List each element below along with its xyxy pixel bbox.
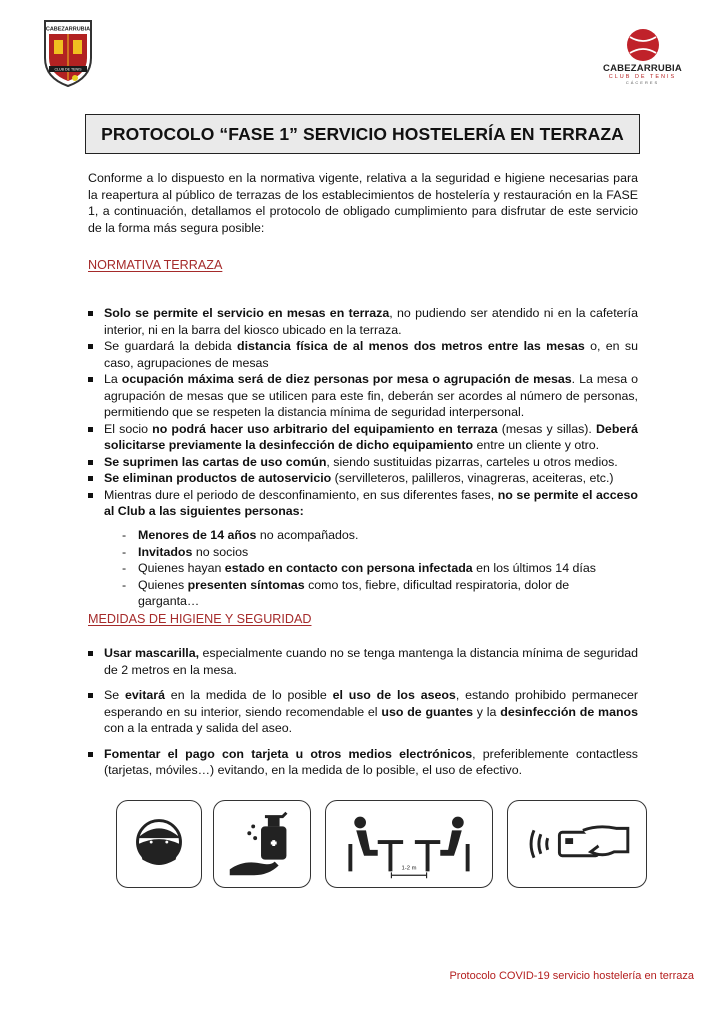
contactless-payment-icon: [507, 800, 647, 888]
list-item: Se evitará en la medida de lo posible el uso de los aseos, estando prohibido permanecer esperando en su interior, siendo recomendable el uso de guantes y la desinfección de manos con a la entrada y salida del aseo.: [88, 687, 638, 737]
club-crest-logo: [42, 18, 94, 88]
brand-name: CABEZARRUBIA: [603, 63, 682, 74]
crest-subtext: CLUB DE TENIS: [54, 67, 82, 72]
list-item: El socio no podrá hacer uso arbitrario del equipamiento en terraza (mesas y sillas). Deberá solicitarse previamente la desinfección de dicho equipamiento entre un cliente y otro.: [88, 421, 638, 454]
list-item: - Invitados no socios: [122, 544, 249, 559]
intro-paragraph: Conforme a lo dispuesto en la normativa vigente, relativa a la seguridad e higiene necesarias para la reapertura al público de terrazas de los establecimientos de hostelería y restauración en la FASE 1, a continuación, detallamos el protocolo de obligado cumplimiento para disfrutar de este servicio de la forma más segura posible:: [88, 171, 638, 235]
hand-sanitizer-icon: [213, 800, 311, 888]
list-item: - Menores de 14 años no acompañados.: [122, 528, 359, 542]
brand-logo: [595, 28, 690, 88]
section-heading-normativa: NORMATIVA TERRAZA: [88, 258, 223, 272]
list-item: - Quienes hayan estado en contacto con persona infectada en los últimos 14 días: [122, 561, 596, 575]
brand-city: CÁCERES: [625, 80, 660, 85]
list-item: Fomentar el pago con tarjeta u otros medios electrónicos, preferiblemente contactless (tarjetas, móviles…) evitando, en la medida de lo posible, el uso de efectivo.: [88, 746, 638, 779]
restricted-persons-list: [122, 527, 632, 610]
list-item: Usar mascarilla, especialmente cuando no se tenga mantenga la distancia mínima de seguridad de 2 metros en la mesa.: [88, 645, 638, 678]
title-box: [85, 114, 640, 154]
list-item: Mientras dure el periodo de desconfinamiento, en sus diferentes fases, no se permite el acceso al Club a las siguientes personas:: [88, 487, 638, 520]
brand-sub: CLUB DE TENIS: [608, 74, 677, 80]
list-item: Solo se permite el servicio en mesas en terraza, no pudiendo ser atendido ni en la cafetería interior, ni en la barra del kiosco ubicado en la terraza.: [88, 305, 638, 338]
section-heading-higiene: MEDIDAS DE HIGIENE Y SEGURIDAD: [88, 612, 312, 626]
face-mask-icon: [116, 800, 202, 888]
distance-label: 1-2 m: [401, 865, 417, 872]
page-title: PROTOCOLO “FASE 1” SERVICIO HOSTELERÍA EN TERRAZA: [101, 123, 624, 144]
list-item: - Quienes presenten síntomas como tos, fiebre, dificultad respiratoria, dolor de garganta…: [122, 577, 570, 608]
crest-text: CABEZARRUBIA: [45, 26, 91, 33]
list-item: Se eliminan productos de autoservicio (servilleteros, palilleros, vinagreras, aceiteras, etc.): [88, 470, 638, 487]
page-footer: Protocolo COVID-19 servicio hostelería en terraza: [449, 970, 694, 982]
normativa-list: [88, 305, 638, 520]
table-distance-icon: [325, 800, 493, 888]
higiene-list: [88, 645, 638, 788]
tennis-ball-icon: [626, 28, 660, 62]
list-item: Se suprimen las cartas de uso común, siendo sustituidas pizarras, carteles u otros medios.: [88, 454, 638, 471]
list-item: La ocupación máxima será de diez personas por mesa o agrupación de mesas. La mesa o agrupación de mesas que se utilicen para este fin, deberán ser acordes al número de personas, permitiendo que se respeten la distancia mínima de seguridad interpersonal.: [88, 371, 638, 421]
list-item: Se guardará la debida distancia física de al menos dos metros entre las mesas o, en su caso, agrupaciones de mesas: [88, 338, 638, 371]
